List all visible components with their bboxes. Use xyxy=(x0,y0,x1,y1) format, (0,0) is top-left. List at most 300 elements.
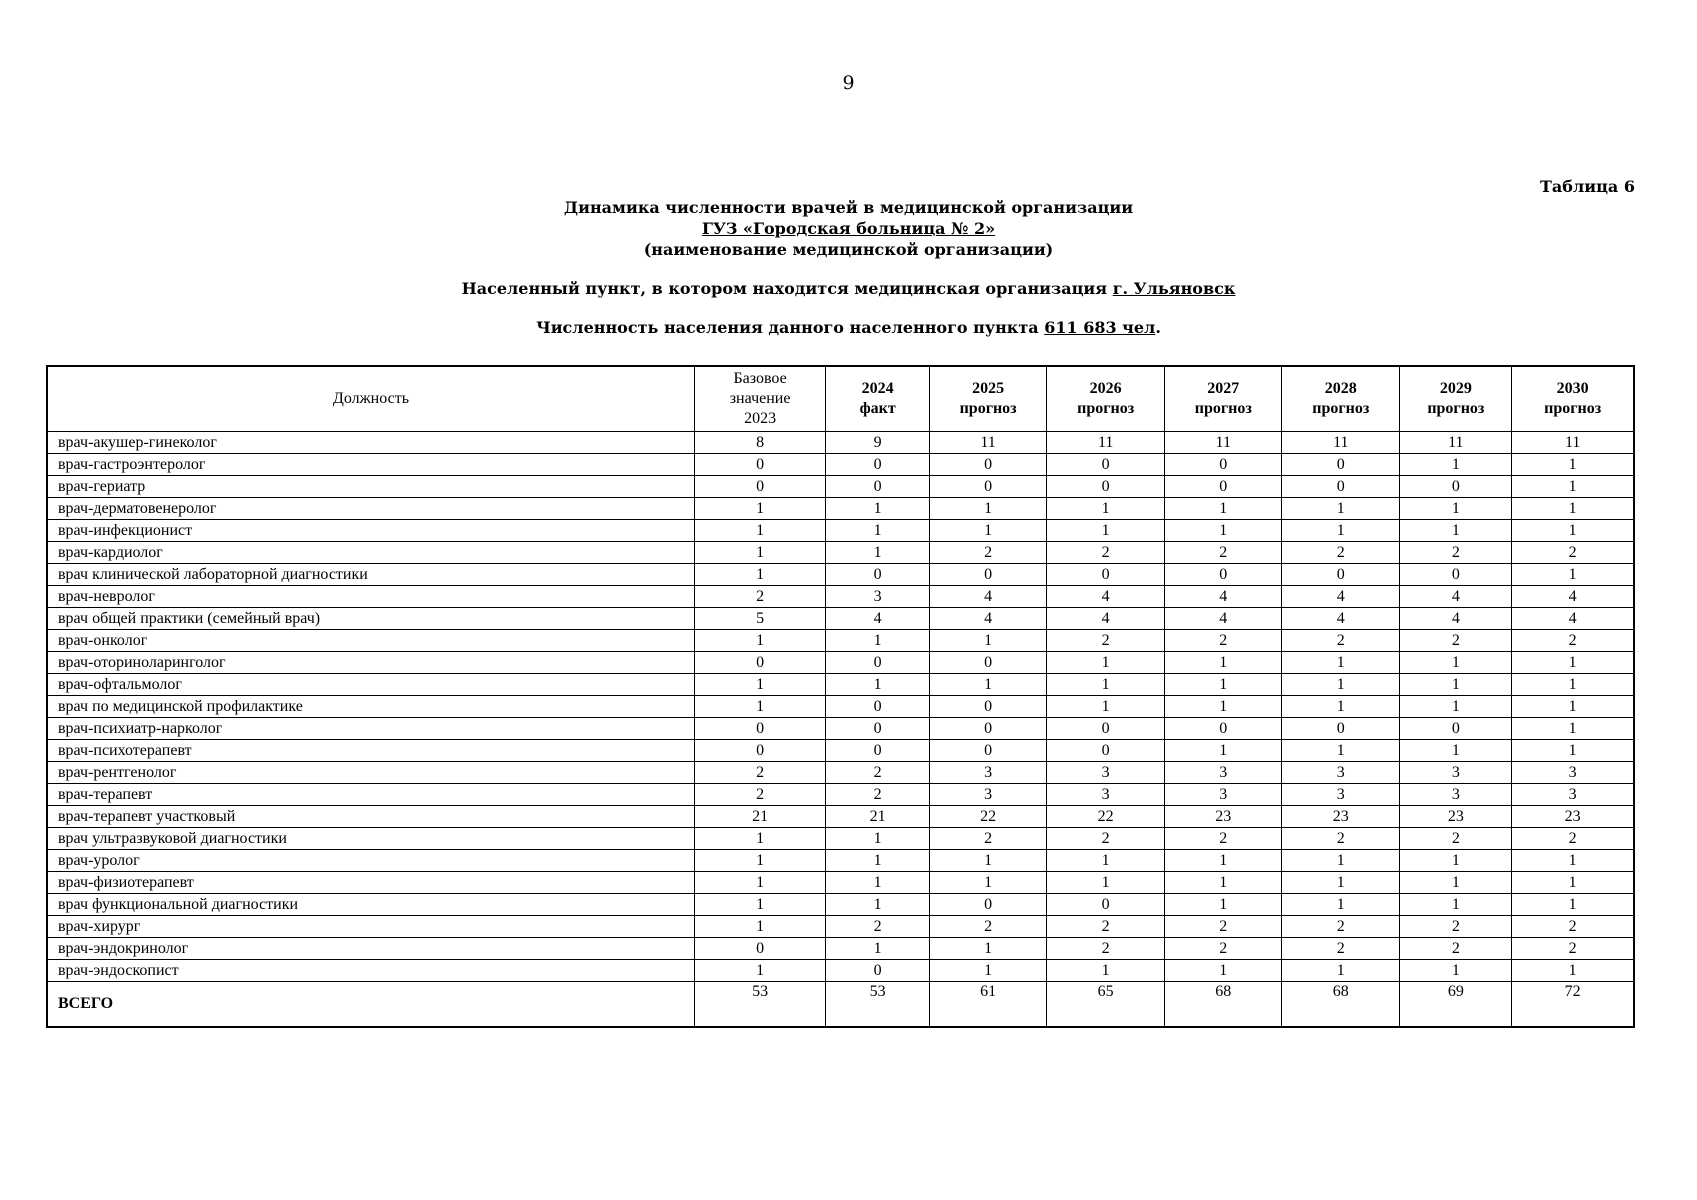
value-cell: 3 xyxy=(1400,762,1512,784)
position-name: врач-терапевт участковый xyxy=(47,806,694,828)
value-cell: 1 xyxy=(1282,696,1400,718)
value-cell: 0 xyxy=(694,476,825,498)
value-cell: 1 xyxy=(930,872,1047,894)
value-cell: 1 xyxy=(694,696,825,718)
value-cell: 2 xyxy=(1512,828,1634,850)
value-cell: 1 xyxy=(1400,498,1512,520)
value-cell: 1 xyxy=(1400,652,1512,674)
value-cell: 0 xyxy=(930,894,1047,916)
column-header-text: прогноз xyxy=(1194,400,1252,417)
table-row xyxy=(47,520,1634,542)
table-row xyxy=(47,718,1634,740)
value-cell: 2 xyxy=(1047,630,1165,652)
value-cell: 1 xyxy=(1165,872,1282,894)
value-cell: 65 xyxy=(1047,982,1165,1028)
position-name: врач клинической лабораторной диагностики xyxy=(47,564,694,586)
value-cell: 1 xyxy=(1282,872,1400,894)
value-cell: 2 xyxy=(1512,916,1634,938)
column-header-text: прогноз xyxy=(1077,400,1135,417)
value-cell: 1 xyxy=(826,850,930,872)
value-cell: 1 xyxy=(1282,498,1400,520)
value-cell: 1 xyxy=(1512,740,1634,762)
table-row xyxy=(47,938,1634,960)
value-cell: 4 xyxy=(1165,608,1282,630)
value-cell: 4 xyxy=(1047,586,1165,608)
value-cell: 0 xyxy=(1047,454,1165,476)
value-cell: 1 xyxy=(694,850,825,872)
value-cell: 1 xyxy=(1512,850,1634,872)
value-cell: 0 xyxy=(826,960,930,982)
value-cell: 0 xyxy=(930,740,1047,762)
value-cell: 1 xyxy=(1047,696,1165,718)
value-cell: 1 xyxy=(1400,960,1512,982)
value-cell: 2 xyxy=(1165,938,1282,960)
value-cell: 0 xyxy=(1165,454,1282,476)
value-cell: 5 xyxy=(694,608,825,630)
table-body xyxy=(47,432,1634,1028)
table-heading xyxy=(0,197,1697,338)
value-cell: 2 xyxy=(1282,542,1400,564)
value-cell: 2 xyxy=(1282,828,1400,850)
position-name: врач-терапевт xyxy=(47,784,694,806)
value-cell: 4 xyxy=(1165,586,1282,608)
column-header-text: Должность xyxy=(332,390,409,407)
value-cell: 2 xyxy=(1400,828,1512,850)
table-row xyxy=(47,432,1634,454)
position-name: врач-дерматовенеролог xyxy=(47,498,694,520)
value-cell: 1 xyxy=(826,630,930,652)
table-row xyxy=(47,542,1634,564)
value-cell: 1 xyxy=(1165,696,1282,718)
position-name: врач функциональной диагностики xyxy=(47,894,694,916)
value-cell: 0 xyxy=(930,718,1047,740)
value-cell: 1 xyxy=(1512,894,1634,916)
value-cell: 1 xyxy=(1512,498,1634,520)
value-cell: 0 xyxy=(930,696,1047,718)
value-cell: 23 xyxy=(1165,806,1282,828)
value-cell: 2 xyxy=(1047,542,1165,564)
value-cell: 1 xyxy=(1512,674,1634,696)
value-cell: 1 xyxy=(694,828,825,850)
value-cell: 1 xyxy=(1165,520,1282,542)
position-name: врач-физиотерапевт xyxy=(47,872,694,894)
column-header-6 xyxy=(1282,366,1400,432)
table-row xyxy=(47,652,1634,674)
value-cell: 11 xyxy=(1282,432,1400,454)
value-cell: 3 xyxy=(1165,784,1282,806)
value-cell: 2 xyxy=(1400,938,1512,960)
value-cell: 1 xyxy=(826,872,930,894)
value-cell: 3 xyxy=(1282,762,1400,784)
table-row xyxy=(47,564,1634,586)
value-cell: 2 xyxy=(694,586,825,608)
value-cell: 1 xyxy=(1512,520,1634,542)
value-cell: 68 xyxy=(1165,982,1282,1028)
table-row xyxy=(47,674,1634,696)
value-cell: 0 xyxy=(826,696,930,718)
value-cell: 1 xyxy=(1512,696,1634,718)
value-cell: 0 xyxy=(1165,476,1282,498)
value-cell: 11 xyxy=(1512,432,1634,454)
value-cell: 1 xyxy=(1165,740,1282,762)
value-cell: 1 xyxy=(1047,674,1165,696)
value-cell: 1 xyxy=(1047,872,1165,894)
value-cell: 2 xyxy=(1165,828,1282,850)
header-row xyxy=(47,366,1634,432)
value-cell: 2 xyxy=(1400,916,1512,938)
value-cell: 1 xyxy=(1165,850,1282,872)
value-cell: 1 xyxy=(694,542,825,564)
value-cell: 1 xyxy=(1047,498,1165,520)
value-cell: 11 xyxy=(930,432,1047,454)
value-cell: 2 xyxy=(1165,916,1282,938)
value-cell: 2 xyxy=(1512,542,1634,564)
org-note: (наименование медицинской организации) xyxy=(643,240,1054,259)
population-label: Численность населения данного населенного пункта xyxy=(536,318,1039,337)
value-cell: 0 xyxy=(1047,894,1165,916)
value-cell: 3 xyxy=(1282,784,1400,806)
value-cell: 1 xyxy=(1512,872,1634,894)
value-cell: 23 xyxy=(1282,806,1400,828)
value-cell: 1 xyxy=(826,520,930,542)
value-cell: 0 xyxy=(826,652,930,674)
value-cell: 1 xyxy=(1165,894,1282,916)
locality-value: г. Ульяновск xyxy=(1112,279,1236,298)
value-cell: 11 xyxy=(1165,432,1282,454)
position-name: врач-кардиолог xyxy=(47,542,694,564)
value-cell: 1 xyxy=(1047,520,1165,542)
value-cell: 21 xyxy=(826,806,930,828)
table-row xyxy=(47,850,1634,872)
table-row xyxy=(47,894,1634,916)
value-cell: 2 xyxy=(826,916,930,938)
position-name: врач общей практики (семейный врач) xyxy=(47,608,694,630)
position-name: врач-онколог xyxy=(47,630,694,652)
column-header-2 xyxy=(826,366,930,432)
table-caption: Таблица 6 xyxy=(1540,177,1635,196)
value-cell: 1 xyxy=(1282,674,1400,696)
value-cell: 1 xyxy=(1047,652,1165,674)
column-header-text: 2030 xyxy=(1556,380,1589,397)
position-name: ВСЕГО xyxy=(47,982,694,1028)
value-cell: 1 xyxy=(826,542,930,564)
value-cell: 1 xyxy=(1512,476,1634,498)
position-name: врач-рентгенолог xyxy=(47,762,694,784)
value-cell: 2 xyxy=(930,916,1047,938)
value-cell: 1 xyxy=(1512,960,1634,982)
position-name: врач-психиатр-нарколог xyxy=(47,718,694,740)
value-cell: 1 xyxy=(1282,850,1400,872)
value-cell: 1 xyxy=(694,872,825,894)
position-name: врач-офтальмолог xyxy=(47,674,694,696)
column-header-5 xyxy=(1165,366,1282,432)
value-cell: 1 xyxy=(1400,894,1512,916)
value-cell: 2 xyxy=(1047,916,1165,938)
table-row xyxy=(47,696,1634,718)
value-cell: 2 xyxy=(1165,630,1282,652)
value-cell: 1 xyxy=(1282,740,1400,762)
value-cell: 72 xyxy=(1512,982,1634,1028)
position-name: врач-акушер-гинеколог xyxy=(47,432,694,454)
position-name: врач-психотерапевт xyxy=(47,740,694,762)
value-cell: 53 xyxy=(826,982,930,1028)
value-cell: 0 xyxy=(826,476,930,498)
value-cell: 3 xyxy=(1047,784,1165,806)
value-cell: 1 xyxy=(930,520,1047,542)
value-cell: 0 xyxy=(930,652,1047,674)
value-cell: 0 xyxy=(930,564,1047,586)
value-cell: 2 xyxy=(1400,542,1512,564)
table-row xyxy=(47,476,1634,498)
table-row xyxy=(47,498,1634,520)
value-cell: 61 xyxy=(930,982,1047,1028)
value-cell: 0 xyxy=(1047,564,1165,586)
value-cell: 0 xyxy=(1282,718,1400,740)
table-row xyxy=(47,454,1634,476)
value-cell: 0 xyxy=(826,740,930,762)
value-cell: 1 xyxy=(694,630,825,652)
position-name: врач-хирург xyxy=(47,916,694,938)
value-cell: 0 xyxy=(694,718,825,740)
value-cell: 0 xyxy=(1400,718,1512,740)
value-cell: 1 xyxy=(826,828,930,850)
value-cell: 4 xyxy=(1282,608,1400,630)
value-cell: 1 xyxy=(1047,850,1165,872)
value-cell: 3 xyxy=(1165,762,1282,784)
value-cell: 1 xyxy=(1512,564,1634,586)
value-cell: 0 xyxy=(1282,454,1400,476)
value-cell: 8 xyxy=(694,432,825,454)
value-cell: 2 xyxy=(1047,938,1165,960)
value-cell: 1 xyxy=(1047,960,1165,982)
column-header-text: значение xyxy=(729,390,791,407)
column-header-text: 2023 xyxy=(744,410,777,427)
value-cell: 22 xyxy=(930,806,1047,828)
value-cell: 1 xyxy=(1400,520,1512,542)
value-cell: 2 xyxy=(826,784,930,806)
value-cell: 0 xyxy=(1047,718,1165,740)
column-header-text: 2029 xyxy=(1439,380,1472,397)
value-cell: 0 xyxy=(826,564,930,586)
value-cell: 1 xyxy=(930,498,1047,520)
value-cell: 68 xyxy=(1282,982,1400,1028)
value-cell: 0 xyxy=(1165,564,1282,586)
table-row xyxy=(47,784,1634,806)
value-cell: 3 xyxy=(1047,762,1165,784)
column-header-text: прогноз xyxy=(1312,400,1370,417)
locality-line xyxy=(0,278,1697,299)
table-row xyxy=(47,586,1634,608)
value-cell: 4 xyxy=(1282,586,1400,608)
value-cell: 3 xyxy=(826,586,930,608)
value-cell: 1 xyxy=(1400,850,1512,872)
locality-label: Населенный пункт, в котором находится медицинская организация xyxy=(461,279,1108,298)
value-cell: 0 xyxy=(1282,476,1400,498)
position-name: врач по медицинской профилактике xyxy=(47,696,694,718)
value-cell: 11 xyxy=(1047,432,1165,454)
value-cell: 0 xyxy=(1047,476,1165,498)
value-cell: 0 xyxy=(930,476,1047,498)
value-cell: 1 xyxy=(1282,960,1400,982)
position-name: врач-гериатр xyxy=(47,476,694,498)
value-cell: 1 xyxy=(694,674,825,696)
value-cell: 2 xyxy=(1400,630,1512,652)
position-name: врач-гастроэнтеролог xyxy=(47,454,694,476)
value-cell: 1 xyxy=(930,938,1047,960)
value-cell: 0 xyxy=(826,718,930,740)
value-cell: 1 xyxy=(826,938,930,960)
value-cell: 3 xyxy=(1400,784,1512,806)
column-header-8 xyxy=(1512,366,1634,432)
value-cell: 53 xyxy=(694,982,825,1028)
value-cell: 1 xyxy=(1512,454,1634,476)
table-row xyxy=(47,762,1634,784)
page-number: 9 xyxy=(842,72,855,94)
value-cell: 1 xyxy=(826,894,930,916)
total-row xyxy=(47,982,1634,1028)
value-cell: 0 xyxy=(694,938,825,960)
value-cell: 69 xyxy=(1400,982,1512,1028)
position-name: врач-уролог xyxy=(47,850,694,872)
value-cell: 2 xyxy=(1512,938,1634,960)
value-cell: 3 xyxy=(930,784,1047,806)
value-cell: 1 xyxy=(1282,894,1400,916)
column-header-7 xyxy=(1400,366,1512,432)
value-cell: 2 xyxy=(930,828,1047,850)
position-name: врач-эндокринолог xyxy=(47,938,694,960)
value-cell: 0 xyxy=(1400,564,1512,586)
value-cell: 1 xyxy=(1165,652,1282,674)
heading-title: Динамика численности врачей в медицинской организации xyxy=(563,198,1134,217)
value-cell: 1 xyxy=(930,674,1047,696)
position-name: врач-оториноларинголог xyxy=(47,652,694,674)
value-cell: 0 xyxy=(1282,564,1400,586)
value-cell: 1 xyxy=(826,674,930,696)
value-cell: 2 xyxy=(1282,630,1400,652)
value-cell: 2 xyxy=(1282,916,1400,938)
table-row xyxy=(47,916,1634,938)
table-row xyxy=(47,806,1634,828)
value-cell: 4 xyxy=(1400,608,1512,630)
value-cell: 0 xyxy=(694,454,825,476)
value-cell: 23 xyxy=(1512,806,1634,828)
value-cell: 1 xyxy=(930,630,1047,652)
value-cell: 3 xyxy=(1512,784,1634,806)
value-cell: 1 xyxy=(1400,454,1512,476)
value-cell: 0 xyxy=(694,740,825,762)
population-end: . xyxy=(1155,318,1161,337)
column-header-text: 2027 xyxy=(1207,380,1240,397)
column-header-text: прогноз xyxy=(1427,400,1485,417)
value-cell: 0 xyxy=(694,652,825,674)
value-cell: 1 xyxy=(1282,520,1400,542)
population-line xyxy=(0,317,1697,338)
column-header-text: 2024 xyxy=(861,380,894,397)
column-header-4 xyxy=(1047,366,1165,432)
value-cell: 1 xyxy=(930,960,1047,982)
value-cell: 1 xyxy=(694,894,825,916)
column-header-text: 2025 xyxy=(972,380,1005,397)
table-row xyxy=(47,960,1634,982)
column-header-position xyxy=(47,366,694,432)
value-cell: 1 xyxy=(694,498,825,520)
population-value: 611 683 чел xyxy=(1044,318,1156,337)
value-cell: 2 xyxy=(694,762,825,784)
value-cell: 3 xyxy=(930,762,1047,784)
value-cell: 1 xyxy=(1400,696,1512,718)
value-cell: 2 xyxy=(930,542,1047,564)
value-cell: 1 xyxy=(1512,718,1634,740)
value-cell: 23 xyxy=(1400,806,1512,828)
position-name: врач ультразвуковой диагностики xyxy=(47,828,694,850)
value-cell: 4 xyxy=(930,608,1047,630)
value-cell: 1 xyxy=(1165,960,1282,982)
value-cell: 1 xyxy=(1165,674,1282,696)
value-cell: 1 xyxy=(1400,872,1512,894)
value-cell: 1 xyxy=(930,850,1047,872)
value-cell: 1 xyxy=(694,564,825,586)
value-cell: 1 xyxy=(694,916,825,938)
table-row xyxy=(47,740,1634,762)
value-cell: 21 xyxy=(694,806,825,828)
value-cell: 9 xyxy=(826,432,930,454)
value-cell: 0 xyxy=(1165,718,1282,740)
value-cell: 22 xyxy=(1047,806,1165,828)
column-header-text: 2028 xyxy=(1324,380,1357,397)
value-cell: 4 xyxy=(1512,608,1634,630)
column-header-text: факт xyxy=(859,400,896,417)
column-header-text: прогноз xyxy=(1544,400,1602,417)
value-cell: 4 xyxy=(1047,608,1165,630)
column-header-text: Базовое xyxy=(733,370,787,387)
value-cell: 2 xyxy=(1282,938,1400,960)
position-name: врач-эндоскопист xyxy=(47,960,694,982)
table-row xyxy=(47,828,1634,850)
position-name: врач-инфекционист xyxy=(47,520,694,542)
org-name: ГУЗ «Городская больница № 2» xyxy=(701,219,996,238)
value-cell: 1 xyxy=(694,960,825,982)
value-cell: 2 xyxy=(1165,542,1282,564)
value-cell: 2 xyxy=(694,784,825,806)
value-cell: 2 xyxy=(826,762,930,784)
table-row xyxy=(47,872,1634,894)
value-cell: 4 xyxy=(1400,586,1512,608)
value-cell: 1 xyxy=(694,520,825,542)
value-cell: 1 xyxy=(1400,674,1512,696)
value-cell: 1 xyxy=(1400,740,1512,762)
value-cell: 2 xyxy=(1047,828,1165,850)
value-cell: 2 xyxy=(1512,630,1634,652)
column-header-text: прогноз xyxy=(959,400,1017,417)
column-header-text: 2026 xyxy=(1089,380,1122,397)
value-cell: 3 xyxy=(1512,762,1634,784)
value-cell: 0 xyxy=(826,454,930,476)
doctors-table xyxy=(46,365,1635,1028)
value-cell: 1 xyxy=(1282,652,1400,674)
value-cell: 1 xyxy=(1512,652,1634,674)
value-cell: 0 xyxy=(1400,476,1512,498)
value-cell: 1 xyxy=(1165,498,1282,520)
table-row xyxy=(47,630,1634,652)
position-name: врач-невролог xyxy=(47,586,694,608)
column-header-3 xyxy=(930,366,1047,432)
value-cell: 4 xyxy=(1512,586,1634,608)
table-row xyxy=(47,608,1634,630)
value-cell: 0 xyxy=(1047,740,1165,762)
value-cell: 0 xyxy=(930,454,1047,476)
value-cell: 11 xyxy=(1400,432,1512,454)
column-header-1 xyxy=(694,366,825,432)
